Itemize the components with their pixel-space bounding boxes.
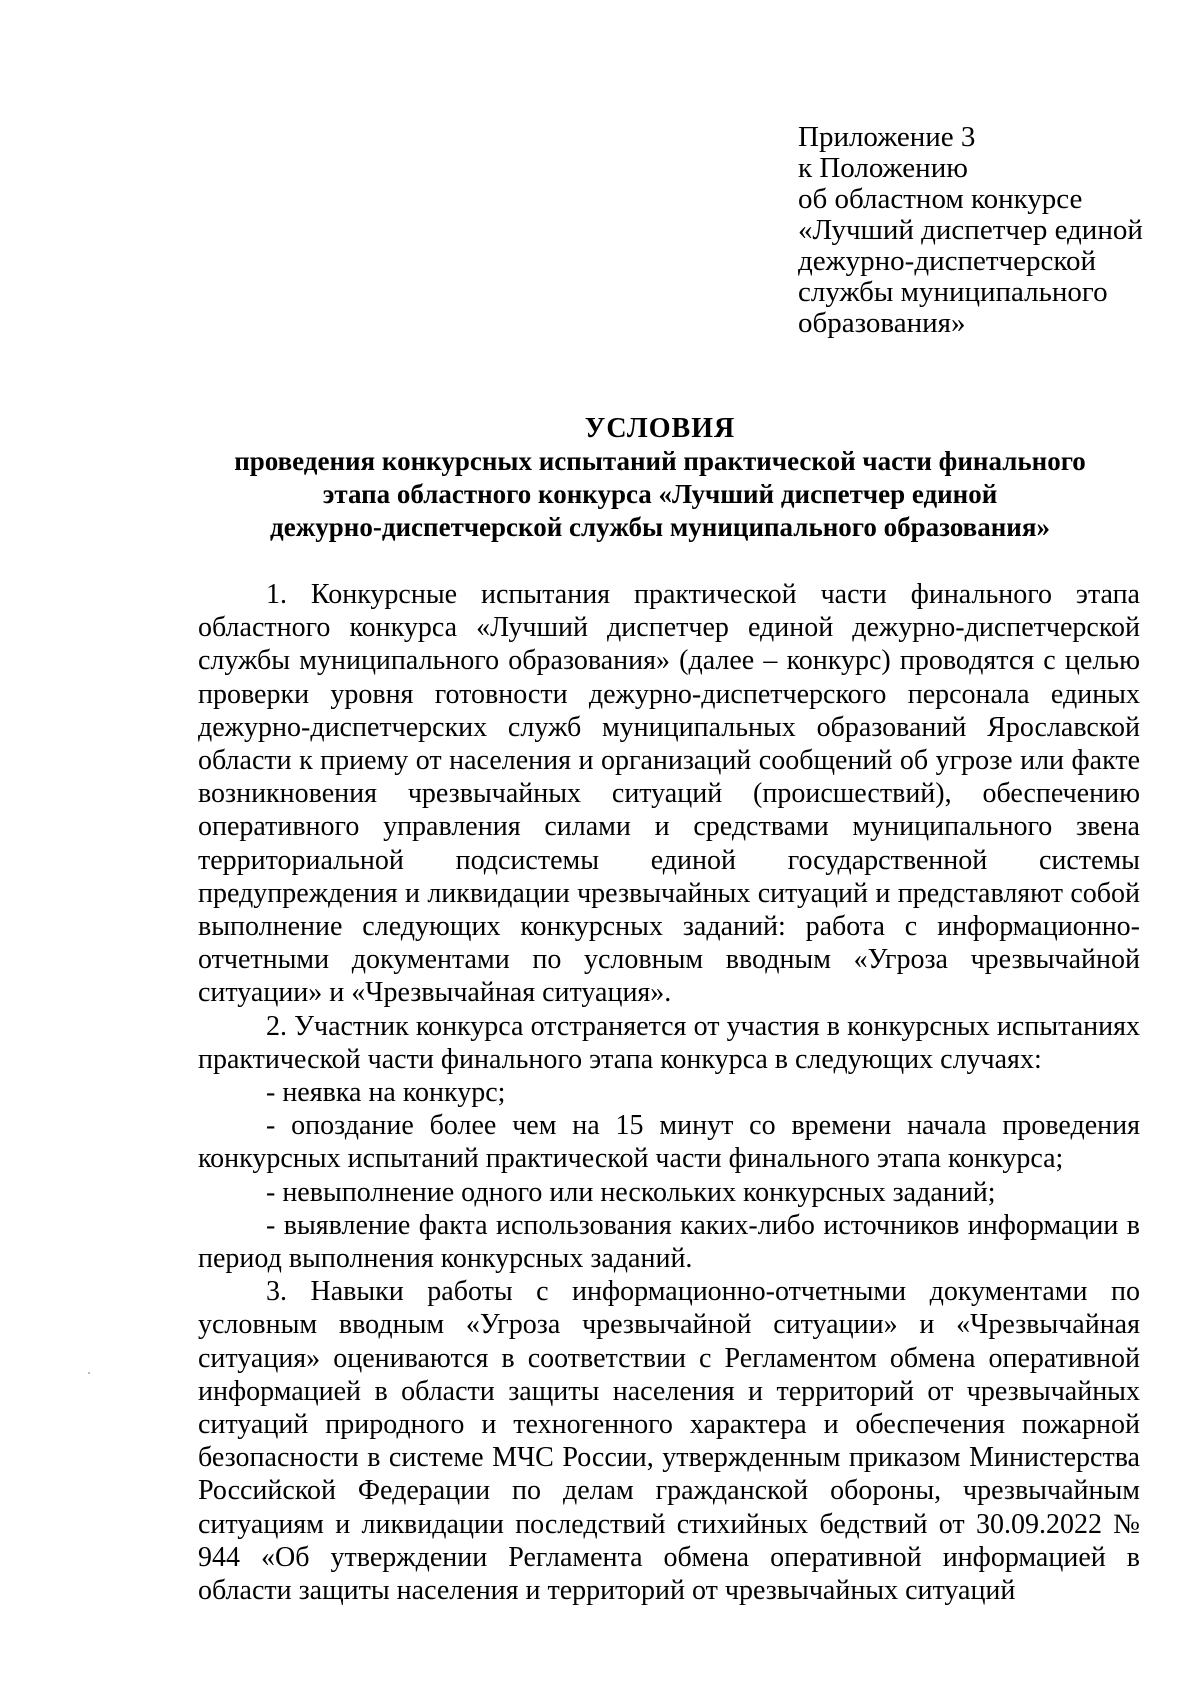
paragraph-1: 1. Конкурсные испытания практической части финального этапа областного конкурса «Лучший диспетчер единой дежурно-диспетчерской службы муниципального образования» (далее – конкурс) проводятся с целью проверки уровня готовности дежурно-диспетчерского персонала единых дежурно-диспетчерских служб муниципальных образований Ярославской области к приему от населения и организаций сообщений об угрозе или факте возникновения чрезвычайных ситуаций (происшествий), обеспечению оперативного управления силами и средствами муниципального звена территориальной подсистемы единой государственной системы предупреждения и ликвидации чрезвычайных ситуаций и представляют собой выполнение следующих конкурсных заданий: работа с информационно-отчетными документами по условным вводным «Угроза чрезвычайной ситуации» и «Чрезвычайная ситуация». [198,579,1140,1009]
appendix-line: службы муниципального [798,276,1108,308]
paragraph-2: 2. Участник конкурса отстраняется от участия в конкурсных испытаниях практической части финального этапа конкурса в следующих случаях: [198,1010,1140,1075]
list-item: - невыполнение одного или нескольких конкурсных заданий; [266,1176,996,1208]
title-heading: УСЛОВИЯ [584,413,736,444]
document-title [180,412,1140,544]
document-body [198,578,1140,1607]
appendix-note [798,122,1158,339]
paragraph-3: 3. Навыки работы с информационно-отчетными документами по условным вводным «Угроза чрезвычайной ситуации» и «Чрезвычайная ситуация» оцениваются в соответствии с Регламентом обмена оперативной информацией в области защиты населения и территорий от чрезвычайных ситуаций природного и техногенного характера и обеспечения пожарной безопасности в системе МЧС России, утвержденным приказом Министерства Российской Федерации по делам гражданской обороны, чрезвычайным ситуациям и ликвидации последствий стихийных бедствий от 30.09.2022 № 944 «Об утверждении Регламента обмена оперативной информацией в области защиты населения и территорий от чрезвычайных ситуаций [198,1276,1140,1607]
list-item: - опоздание более чем на 15 минут со времени начала проведения конкурсных испытаний практической части финального этапа конкурса; [198,1110,1140,1175]
title-line: дежурно-диспетчерской службы муниципального образования» [270,512,1050,542]
title-line: этапа областного конкурса «Лучший диспетчер единой [322,479,998,509]
appendix-line: «Лучший диспетчер единой [798,214,1143,246]
title-line: проведения конкурсных испытаний практической части финального [234,446,1086,476]
scan-speck [88,1372,90,1374]
list-item: - неявка на конкурс; [266,1077,506,1109]
appendix-line: дежурно-диспетчерской [798,245,1097,277]
appendix-line: Приложение 3 [798,121,976,153]
list-item: - выявление факта использования каких-либо источников информации в период выполнения конкурсных заданий. [198,1209,1140,1275]
appendix-line: об областном конкурсе [798,183,1083,215]
appendix-line: образования» [798,307,966,339]
appendix-line: к Положению [798,152,968,184]
